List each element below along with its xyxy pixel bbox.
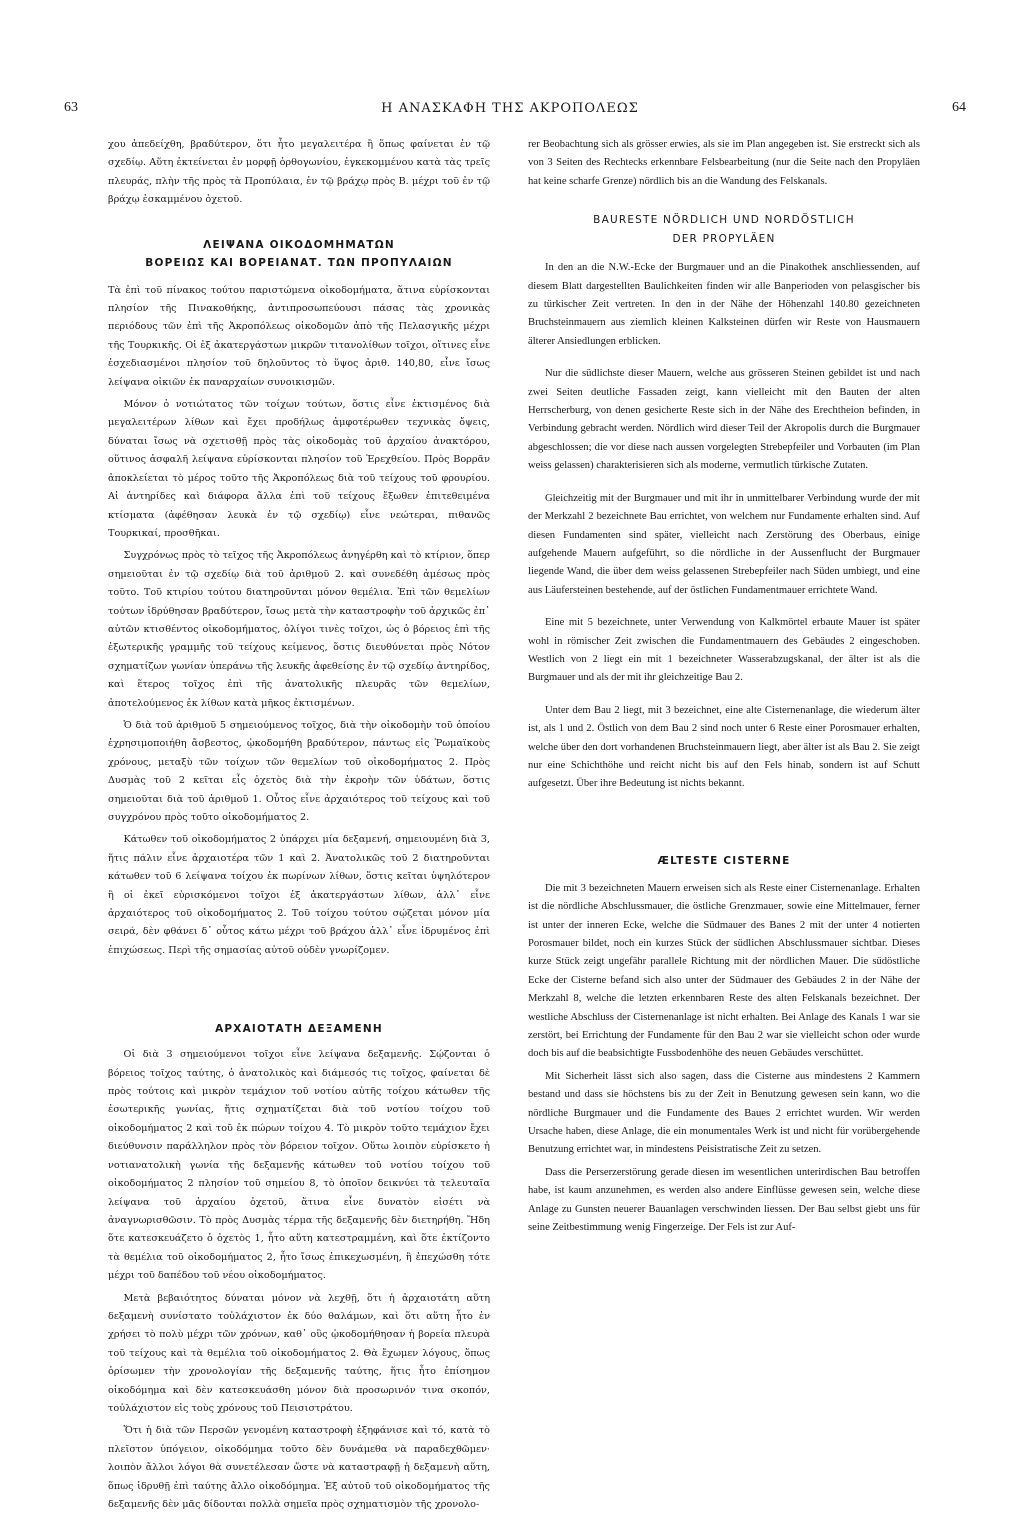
german-paragraph: Die mit 3 bezeichneten Mauern erweisen sich als Reste einer Cisternenanlage. Erhalten ist die nördliche Abschlussmauer, die östliche Grenzmauer, sowie eine Mittelmauer, ferner ist unter der inneren Ecke, welche die Südmauer des Banes 2 mit der unter 4 notierten Porosmauer bildet, noch ein kurzes Stück der südlichen Abschlussmauer sichtbar. Dieses kurze Stück zeigt ungefähr parallele Richtung mit der nördlichen Mauer. Die südöstliche Ecke der Cisterne befand sich also unter der Südmauer des Gebäudes 2 in der Nähe der Merkzahl 8, welche die letzten erkennbaren Reste des alten Felskanals bezeichnet. Der westliche Abschluss der Cisternenanlage ist nicht erhalten. Bei Anlage des Kanals 1 war sie zerstört, bei Errichtung der Fundamente für den Bau 2 war sie vielleicht schon oder wurde doch bis auf die beabsichtigte Fussbodenhöhe des neuen Gebäudes verschüttet.: [528, 882, 920, 1060]
page-number-right: 64: [952, 100, 966, 115]
german-paragraph: Gleichzeitig mit der Burgmauer und mit ihr in unmittelbarer Verbindung wurde der mit der Merkzahl 2 bezeichnete Bau errichtet, von welchem nur Fundamente erhalten sind. Auf diesen Fundamenten sind später, vielleicht nach Zerstörung des Oberbaus, einige aufgehende Mauern aufgeführt, so die nördliche in der Aussenflucht der Burgmauer liegende Wand, die über dem weiss gelassenen Strebepfeiler nach Süden umbiegt, und eine aus Läufersteinen bestehende, auf der östlichen Fundamentmauer errichtete Wand.: [528, 492, 920, 596]
german-paragraph: Mit Sicherheit lässt sich also sagen, dass die Cisterne aus mindestens 2 Kammern bestand und dass sie höchstens bis zu der Zeit in Benutzung gewesen sein kann, wo die nördliche Burgmauer und die Fundamente des Baues 2 errichtet wurden. Wir werden Ursache haben, diese Anlage, die ein monumentales Werk ist und nicht für vorübergehende Benutzung errichtet war, in mindestens Peisistratische Zeit zu setzen.: [528, 1070, 920, 1156]
german-paragraph: Unter dem Bau 2 liegt, mit 3 bezeichnet, eine alte Cisternenanlage, die wiederum älter ist, als 1 und 2. Östlich von dem Bau 2 sind noch unter 6 Reste einer Porosmauer erhalten, welche über den dort vorhandenen Bruchsteinmauern liegt, aber älter ist als Bau 2. Sie zeigt nur eine Schichthöhe und reicht nicht bis auf den Fels hinab, sondern ist auf Schutt aufgesetzt. Über ihre Bedeutung ist nichts bekannt.: [528, 704, 920, 790]
german-paragraph: Eine mit 5 bezeichnete, unter Verwendung von Kalkmörtel erbaute Mauer ist später wohl in römischer Zeit zwischen die Fundamentmauern des Gebäudes 2 eingeschoben. Westlich von 2 liegt ein mit 1 bezeichneter Wasserabzugskanal, der älter ist als die Burgmauer und als der mit ihr gleichzeitige Bau 2.: [528, 617, 920, 684]
greek-paragraph: Οἱ διὰ 3 σημειούμενοι τοῖχοι εἶνε λείψανα δεξαμενῆς. Σῴζονται ὁ βόρειος τοῖχος ταύτης, ὁ ἀνατολικὸς καὶ διάμεσός τις τοῖχος, φαίνεται δὲ πρὸς τούτοις καὶ μικρὸν τεμάχιον τοῦ νοτίου αὐτῆς τοίχου κάτωθεν τῆς ἐσωτερικῆς γωνίας, ἥτις σχηματίζεται διὰ τοῦ νοτίου τοίχου τοῦ οἰκοδομήματος 2 καὶ τοῦ ἐκ πώρων τοίχου 4. Τὸ μικρὸν τοῦτο τεμάχιον ἔχει διεύθυνσιν παράλληλον πρὸς τὸν βόρειον τοῖχον. Οὕτω λοιπὸν εὑρίσκετο ἡ νοτιανατολικὴ γωνία τῆς δεξαμενῆς κάτωθεν τοῦ νοτίου τοίχου τοῦ οἰκοδομήματος 2 πλησίον τοῦ σημείου 8, τὸ ὁποῖον δεικνύει τὰ τελευταῖα λείψανα τοῦ ἀρχαίου ὀχετοῦ, ἅτινα εἶνε δυνατὸν εἰσέτι νὰ ἀναγνωρισθῶσιν. Τὸ πρὸς Δυσμὰς τέρμα τῆς δεξαμενῆς δὲν διετηρήθη. Ἤδη ὅτε κατεσκευάζετο ὁ ὀχετὸς 1, ἦτο αὕτη κατεστραμμένη, καὶ ὅτε ἐκτίζοντο τὰ θεμέλια τοῦ οἰκοδομήματος 2, ἦτο ἴσως ἐπικεχωσμένη, ἢ ἐπεχώσθη τότε μέχρι τοῦ δαπέδου τοῦ νέου οἰκοδομήματος.: [108, 1049, 490, 1282]
german-section-heading-2: ÆLTESTE CISTERNE: [657, 854, 791, 867]
german-paragraph: Nur die südlichste dieser Mauern, welche aus grösseren Steinen gebildet ist und nach zwei Seiten deutliche Fassaden zeigt, kann vielleicht mit den Bauten der alten Herrscherburg, von denen gesicherte Reste sich in der Nähe des Erechtheion befinden, in Verbindung gebracht werden. Nördlich wird dieser Teil der Akropolis durch die Burgmauer abgeschlossen; die vor diese nach aussen vorgelegten Strebepfeiler und Vorbauten (im Plan weiss gelassen) charakterisieren sich als moderne, vermutlich türkische Zutaten.: [528, 368, 920, 472]
greek-section-heading-1-line2: ΒΟΡΕΙΩΣ ΚΑΙ ΒΟΡΕΙΑΝΑΤ. ΤΩΝ ΠΡΟΠΥΛΑΙΩΝ: [145, 256, 453, 269]
paragraph-gap: [528, 692, 920, 702]
german-paragraph: In den an die N.W.-Ecke der Burgmauer und an die Pinakothek anschliessenden, auf diesem Blatt dargestellten Baulichkeiten finden wir alle Banperioden von pelasgischer bis zu türkischer Zeit vertreten. In den in der Nähe der Höhenzahl 140.80 gezeichneten Bruchsteinmauern aus ziemlich kleinen Kalksteinen dürfen wir Reste von Hausmauern älterer Ansiedlungen erblicken.: [528, 262, 920, 347]
page-number-left: 63: [64, 100, 78, 115]
greek-paragraph: Συγχρόνως πρὸς τὸ τεῖχος τῆς Ἀκροπόλεως ἀνηγέρθη καὶ τὸ κτίριον, ὅπερ σημειοῦται ἐν τῷ σχεδίῳ διὰ τοῦ ἀριθμοῦ 2. καὶ συνεδέθη ἀμέσως πρὸς τοῦτο. Τοῦ κτιρίου τούτου διατηροῦνται μόνον θεμέλια. Ἐπὶ τῶν θεμελίων τούτων ἱδρύθησαν βραδύτερον, ἴσως μετὰ τὴν καταστροφὴν τοῦ ἀρχικῶς ἐπ᾽ αὐτῶν κτισθέντος οἰκοδομήματος, ὀλίγοι τινὲς τοῖχοι, ὡς ὁ βόρειος ἐπὶ τῆς ἐξωτερικῆς γραμμῆς τοῦ τείχους κείμενος, ὅστις διευθύνεται πρὸς Νότον σχηματίζων γωνίαν ὑπεράνω τῆς λευκῆς ἀφεθείσης ἐν τῷ σχεδίῳ ἀντηρίδος, καὶ ἕτερος τοῖχος ἐπὶ τῆς ἀνατολικῆς πλευρᾶς τῶν θεμελίων, ἀποτελούμενος ἐκ λίθων κατὰ μῆκος ἐκτισμένων.: [108, 550, 490, 709]
greek-paragraph: Ὁ διὰ τοῦ ἀριθμοῦ 5 σημειούμενος τοῖχος, διὰ τὴν οἰκοδομὴν τοῦ ὁποίου ἐχρησιμοποιήθη ἄσβεστος, ᾠκοδομήθη βραδύτερον, πάντως εἰς Ῥωμαϊκοὺς χρόνους, μεταξὺ τῶν τοίχων τῶν θεμελίων τοῦ οἰκοδομήματος 2. Πρὸς Δυσμὰς τοῦ 2 κεῖται εἷς ὀχετὸς διὰ τὴν ἐκροὴν τῶν ὑδάτων, ὅστις σημειοῦται διὰ τοῦ ἀριθμοῦ 1. Οὗτος εἶνε ἀρχαιότερος τοῦ τείχους καὶ τοῦ συγχρόνου πρὸς τοῦτο οἰκοδομήματος 2.: [108, 719, 490, 823]
running-head: Η ΑΝΑΣΚΑΦΗ ΤΗΣ ΑΚΡΟΠΟΛΕΩΣ: [381, 101, 639, 116]
greek-paragraph: Μόνον ὁ νοτιώτατος τῶν τοίχων τούτων, ὅστις εἶνε ἐκτισμένος διὰ μεγαλειτέρων λίθων καὶ ἔχει προδήλως ἀμφοτέρωθεν τεχνικὰς ὄψεις, δύναται ἴσως νὰ σχετισθῇ πρὸς τὰς οἰκοδομὰς τοῦ ἀρχαίου ἀνακτόρου, οὕτινος ἀσφαλῆ λείψανα εὑρίσκονται πλησίον τοῦ Ἐρεχθείου. Πρὸς Βορρᾶν ἀποκλείεται τὸ μέρος τοῦτο τῆς Ἀκροπόλεως διὰ τοῦ τείχους τοῦ φρουρίου. Αἱ ἀντηρίδες καὶ διάφορα ἄλλα ἐπὶ τοῦ τείχους ἔξωθεν ἐπιτεθειμένα κτίσματα (ἀφέθησαν λευκὰ ἐν τῷ σχεδίῳ) εἶνε νεώτεραι, πιθανῶς Τουρκικαί, προσθῆκαι.: [108, 399, 490, 539]
greek-column: [108, 136, 490, 1518]
german-section-heading-1-line2: DER PROPYLÄEN: [672, 233, 776, 246]
german-section-heading-1: [528, 211, 920, 249]
german-section-heading-1-line1: BAURESTE NÖRDLICH UND NORDÖSTLICH: [593, 214, 855, 227]
greek-paragraph: Ὅτι ἡ διὰ τῶν Περσῶν γενομένη καταστροφὴ ἐξηφάνισε καὶ τό, κατὰ τὸ πλεῖστον ὑπόγειον, οἰκοδόμημα τοῦτο δὲν δυνάμεθα νὰ παραδεχθῶμεν· λοιπὸν ἄλλοι λόγοι θὰ συνετέλεσαν ὥστε νὰ καταστραφῇ ἡ δεξαμενὴ αὕτη, ὅπως ἱδρυθῇ ἐπὶ ταύτης ἄλλο οἰκοδόμημα. Ἐξ αὐτοῦ τοῦ οἰκοδομήματος τῆς δεξαμενῆς δὲν μᾶς δίδονται πολλὰ σημεῖα πρὸς σχηματισμὸν τῆς χρονολο-: [108, 1425, 490, 1510]
greek-paragraph: Μετὰ βεβαιότητος δύναται μόνον νὰ λεχθῇ, ὅτι ἡ ἀρχαιοτάτη αὕτη δεξαμενὴ συνίστατο τοὐλάχιστον ἐκ δύο θαλάμων, καὶ ὅτι αὕτη ἦτο ἐν χρήσει τὸ πολὺ μέχρι τῶν χρόνων, καθ᾽ οὓς ᾠκοδομήθησαν ἡ βορεία πλευρὰ τοῦ τείχους καὶ τὰ θεμέλια τοῦ οἰκοδομήματος 2. Θὰ ἔχωμεν λόγους, ὅπως ὁρίσωμεν τὴν χρονολογίαν τῆς δεξαμενῆς ταύτης, ἥτις ἦτο ἐπίσημον οἰκοδόμημα καὶ δὲν κατεσκευάσθη μόνον διὰ προσωρινόν τινα σκοπόν, τοὐλάχιστον εἰς τοὺς χρόνους τοῦ Πεισιστράτου.: [108, 1292, 490, 1414]
german-column: [528, 136, 920, 1242]
greek-section-heading-2: ΑΡΧΑΙΟΤΑΤΗ ΔΕΞΑΜΕΝΗ: [215, 1023, 383, 1036]
greek-paragraph: Κάτωθεν τοῦ οἰκοδομήματος 2 ὑπάρχει μία δεξαμενή, σημειουμένη διὰ 3, ἥτις πάλιν εἶνε ἀρχαιοτέρα τῶν 1 καὶ 2. Ἀνατολικῶς τοῦ 2 διατηροῦνται κάτωθεν τοῦ 6 λείψανα τοίχου ἐκ πωρίνων λίθων, ὅστις κεῖται ὑψηλότερον ἢ οἱ ἐκεῖ εὑρισκόμενοι τοῖχοι ἐξ ἀκατεργάστων λίθων, ἀλλ᾽ εἶνε ἀρχαιότερος τοῦ οἰκοδομήματος 2. Τοῦ τοίχου τούτου σῴζεται μόνον μία σειρά, δὲν φθάνει δ᾽ οὗτος κάτω μέχρι τοῦ βράχου ἀλλ᾽ εἶνε ἱδρυμένος ἐπὶ ἐπιχώσεως. Περὶ τῆς σημασίας αὐτοῦ οὐδὲν γνωρίζομεν.: [108, 834, 490, 956]
paragraph-gap: [528, 355, 920, 365]
greek-paragraph: Τὰ ἐπὶ τοῦ πίνακος τούτου παριστώμενα οἰκοδομήματα, ἅτινα εὑρίσκονται πλησίον τῆς Πινακοθήκης, ἀντιπροσωπεύουσι πάσας τὰς χρονικὰς περιόδους τῶν ἐπὶ τῆς Ἀκροπόλεως οἰκοδομῶν ἀπὸ τῆς Πελασγικῆς μέχρι τῆς Τουρκικῆς. Οἱ ἐξ ἀκατεργάστων μικρῶν τιτανολίθων τοῖχοι, οἵτινες εἶνε ἐσχεδιασμένοι πλησίον τοῦ δηλοῦντος τὸ ὕψος ἀριθ. 140,80, εἶνε ἴσως λείψανα οἰκιῶν ἐκ παναρχαίων συνοικισμῶν.: [108, 284, 490, 388]
paragraph-gap: [528, 604, 920, 614]
paragraph-gap: [528, 480, 920, 490]
greek-section-heading-1: ΛΕΙΨΑΝΑ ΟΙΚΟΔΟΜΗΜΑΤΩΝ: [203, 238, 395, 251]
german-intro: rer Beobachtung sich als grösser erwies, als sie im Plan angegeben ist. Sie erstreckt sich als von 3 Seiten des Rechtecks erkennbare Felsbearbeitung (nur die Seite nach den Propyläen hat keine scharfe Grenze) nördlich bis an die Wandung des Felskanals.: [528, 139, 920, 187]
greek-intro: χου ἀπεδείχθη, βραδύτερον, ὅτι ἦτο μεγαλειτέρα ἢ ὅπως φαίνεται ἐν τῷ σχεδίῳ. Αὕτη ἐκτείνεται ἐν μορφῇ ὀρθογωνίου, ἐγκεκομμένου κατὰ τὰς τρεῖς πλευράς, πλὴν τῆς πρὸς τὰ Προπύλαια, ἐν τῷ βράχῳ πρὸς Β. μέχρι τοῦ ἐν τῷ βράχῳ ἐσκαμμένου ὀχετοῦ.: [108, 139, 490, 206]
german-paragraph: Dass die Perserzerstörung gerade diesen im wesentlichen unterirdischen Bau betroffen habe, ist kaum anzunehmen, es werden also andere Einflüsse gewesen sein, welche diese Anlage zu Gunsten neuerer Bauanlagen verschwinden liessen. Der Bau selbst giebt uns für seine Zeitbestimmung wenig Fingerzeige. Der Fels ist zur Auf-: [528, 1166, 920, 1234]
